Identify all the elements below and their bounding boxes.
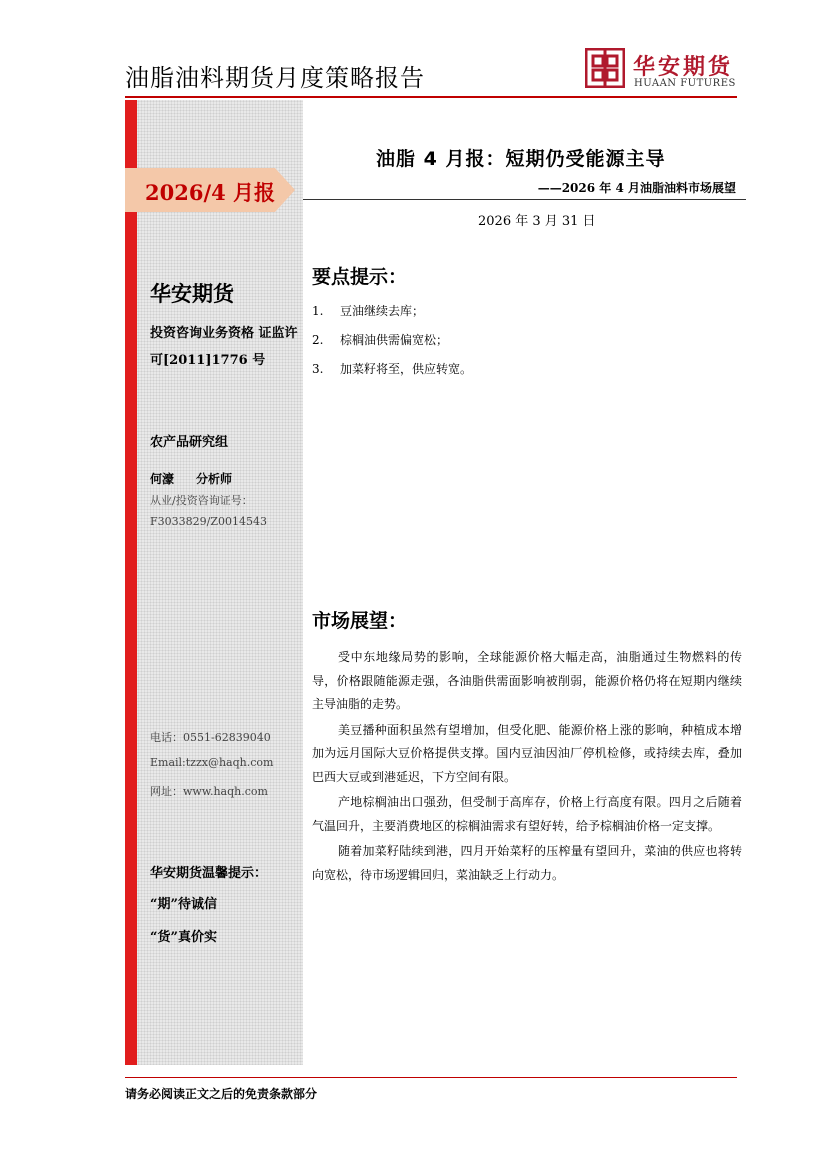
- list-item-text: 棕榈油供需偏宽松；: [340, 333, 449, 347]
- list-item-number: 3.: [312, 362, 324, 376]
- sidebar-company: 华安期货: [150, 282, 234, 306]
- list-item: [312, 331, 472, 360]
- sidebar-slogan-1: “期”待诚信: [150, 897, 217, 912]
- sidebar-email: Email:tzzx@haqh.com: [150, 756, 274, 769]
- logo-mark-icon: [585, 48, 625, 88]
- sidebar-website: 网址：www.haqh.com: [150, 785, 268, 798]
- list-item-number: 1.: [312, 304, 324, 318]
- footer-divider: [125, 1077, 737, 1078]
- list-item-text: 加菜籽将至，供应转宽。: [340, 362, 473, 376]
- outlook-paragraph: 随着加菜籽陆续到港，四月开始菜籽的压榨量有望回升，菜油的供应也将转向宽松，待市场逻辑回归，菜油缺乏上行动力。: [312, 844, 742, 882]
- analyst-name: 何濠: [150, 472, 175, 486]
- outlook-heading: 市场展望：: [312, 610, 408, 632]
- logo-chinese-name: 华安期货: [633, 55, 734, 80]
- key-points-list: [312, 302, 472, 389]
- report-title: 油脂 4 月报：短期仍受能源主导: [376, 148, 666, 170]
- list-item: [312, 302, 472, 331]
- header-divider: [125, 96, 737, 98]
- title-divider: [303, 199, 746, 200]
- sidebar-analyst: [150, 470, 232, 487]
- company-logo: [585, 48, 745, 92]
- key-points-heading: 要点提示：: [312, 266, 408, 288]
- outlook-body: [312, 646, 742, 889]
- logo-english-name: HUAAN FUTURES: [634, 78, 736, 89]
- date-tab-label: 2026/4 月报: [145, 180, 276, 205]
- sidebar-research-group: 农产品研究组: [150, 435, 229, 450]
- outlook-paragraph: 美豆播种面积虽然有望增加，但受化肥、能源价格上涨的影响，种植成本增加为远月国际大豆价格提供支撑。国内豆油因油厂停机检修，或持续去库，叠加巴西大豆或到港延迟，下方空间有限。: [312, 722, 742, 784]
- outlook-paragraph: 受中东地缘局势的影响，全球能源价格大幅走高，油脂通过生物燃料的传导，价格跟随能源走强，各油脂供需面影响被削弱，能源价格仍将在短期内继续主导油脂的走势。: [312, 650, 742, 711]
- report-series-title: 油脂油料期货月度策略报告: [125, 64, 425, 92]
- sidebar-slogan-2: “货”真价实: [150, 930, 217, 945]
- sidebar-red-bar: [125, 100, 137, 1065]
- analyst-role: 分析师: [196, 472, 233, 486]
- report-subtitle: ——2026 年 4 月油脂油料市场展望: [537, 181, 736, 195]
- sidebar-panel: [137, 100, 303, 1065]
- sidebar-qualification: 投资咨询业务资格 证监许可[2011]1776 号: [150, 326, 298, 368]
- outlook-paragraph: 产地棕榈油出口强劲，但受制于高库存，价格上行高度有限。四月之后随着气温回升，主要消费地区的棕榈油需求有望好转，给予棕榈油价格一定支撑。: [312, 795, 742, 833]
- sidebar-tip-title: 华安期货温馨提示：: [150, 866, 268, 881]
- list-item-text: 豆油继续去库；: [340, 304, 425, 318]
- sidebar-phone: 电话：0551-62839040: [150, 731, 271, 744]
- sidebar-cert-label: 从业/投资咨询证号：: [150, 494, 253, 507]
- footer-disclaimer: 请务必阅读正文之后的免责条款部分: [125, 1087, 318, 1101]
- list-item-number: 2.: [312, 333, 324, 347]
- report-date: 2026 年 3 月 31 日: [478, 214, 596, 229]
- sidebar-cert-number: F3033829/Z0014543: [150, 515, 267, 528]
- list-item: [312, 360, 472, 389]
